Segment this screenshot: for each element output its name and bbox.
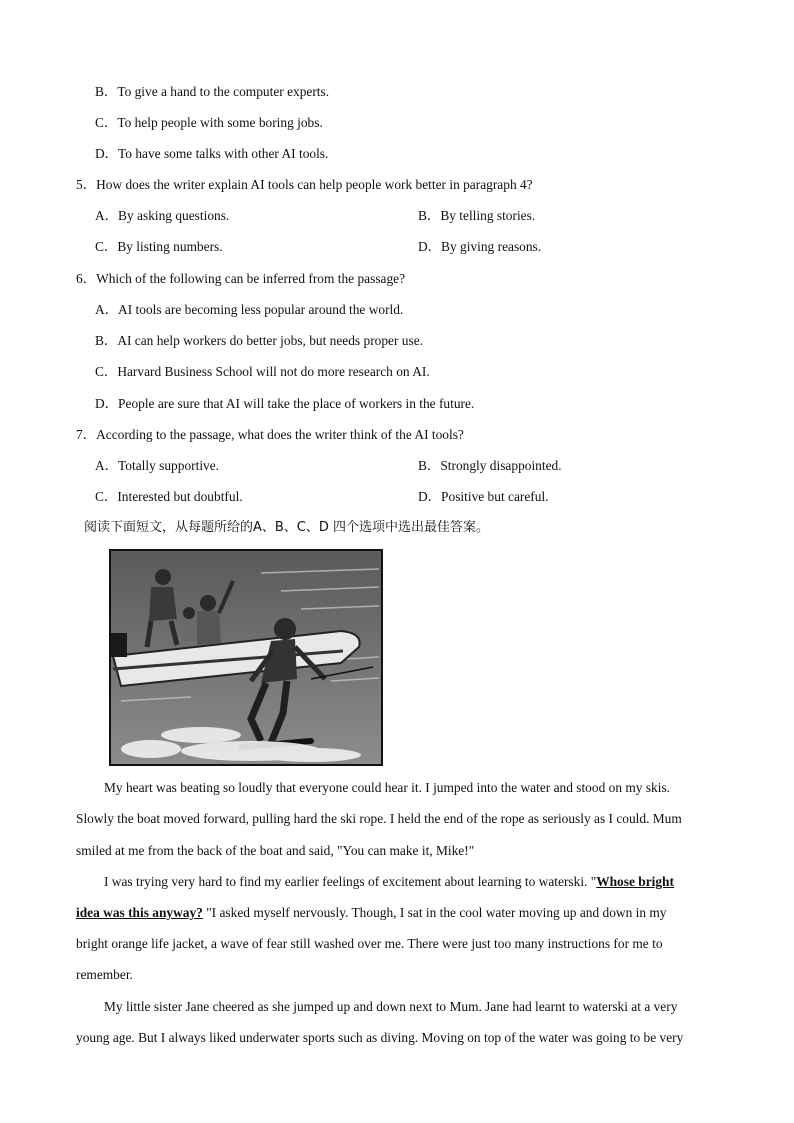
q5-option-d: D．By giving reasons. bbox=[418, 239, 542, 254]
passage-p1-line3: smiled at me from the back of the boat and said, "You can make it, Mike!" bbox=[76, 843, 475, 858]
q4-option-c: C．To help people with some boring jobs. bbox=[95, 115, 323, 130]
q5-option-b: B．By telling stories. bbox=[418, 208, 536, 223]
passage-p3-line2: young age. But I always liked underwater sports such as diving. Moving on top of the water was going to be very bbox=[76, 1030, 684, 1045]
passage-p2-line1 bbox=[104, 873, 674, 891]
q5-option-c: C．By listing numbers. bbox=[95, 239, 223, 254]
q6-option-d: D．People are sure that AI will take the place of workers in the future. bbox=[95, 396, 475, 411]
q6-stem: 6．Which of the following can be inferred from the passage? bbox=[76, 271, 406, 286]
waterskiing-illustration bbox=[111, 551, 381, 764]
q7-option-c: C．Interested but doubtful. bbox=[95, 489, 243, 504]
q7-option-d: D．Positive but careful. bbox=[418, 489, 549, 504]
section-instruction: 阅读下面短文，从每题所给的A、B、C、D 四个选项中选出最佳答案。 bbox=[84, 520, 490, 535]
underlined-phrase: Whose bright bbox=[596, 874, 674, 889]
waterskiing-photo bbox=[109, 549, 383, 766]
underlined-phrase: idea was this anyway? bbox=[76, 905, 203, 920]
q4-option-b: B．To give a hand to the computer experts. bbox=[95, 84, 330, 99]
q7-option-a: A．Totally supportive. bbox=[95, 458, 220, 473]
q6-option-a: A．AI tools are becoming less popular around the world. bbox=[95, 302, 404, 317]
q6-option-b: B．AI can help workers do better jobs, but needs proper use. bbox=[95, 333, 423, 348]
q4-option-d: D．To have some talks with other AI tools. bbox=[95, 146, 329, 161]
passage-text: I was trying very hard to find my earlier feelings of excitement about learning to waterski. " bbox=[104, 874, 597, 889]
q7-stem: 7．According to the passage, what does the writer think of the AI tools? bbox=[76, 427, 464, 442]
passage-text: "I asked myself nervously. Though, I sat in the cool water moving up and down in my bbox=[202, 905, 667, 920]
passage-p1-line2: Slowly the boat moved forward, pulling hard the ski rope. I held the end of the rope as seriously as I could. Mum bbox=[76, 811, 682, 826]
q6-option-c: C．Harvard Business School will not do more research on AI. bbox=[95, 364, 430, 379]
passage-p1-line1: My heart was beating so loudly that everyone could hear it. I jumped into the water and stood on my skis. bbox=[104, 780, 671, 795]
passage-p2-line4: remember. bbox=[76, 967, 133, 982]
passage-p2-line3: bright orange life jacket, a wave of fear still washed over me. There were just too many instructions for me to bbox=[76, 936, 663, 951]
q5-stem: 5．How does the writer explain AI tools can help people work better in paragraph 4? bbox=[76, 177, 533, 192]
passage-p3-line1: My little sister Jane cheered as she jumped up and down next to Mum. Jane had learnt to waterski at a very bbox=[104, 999, 678, 1014]
passage-p2-line2 bbox=[76, 904, 667, 922]
q5-option-a: A．By asking questions. bbox=[95, 208, 230, 223]
q7-option-b: B．Strongly disappointed. bbox=[418, 458, 562, 473]
